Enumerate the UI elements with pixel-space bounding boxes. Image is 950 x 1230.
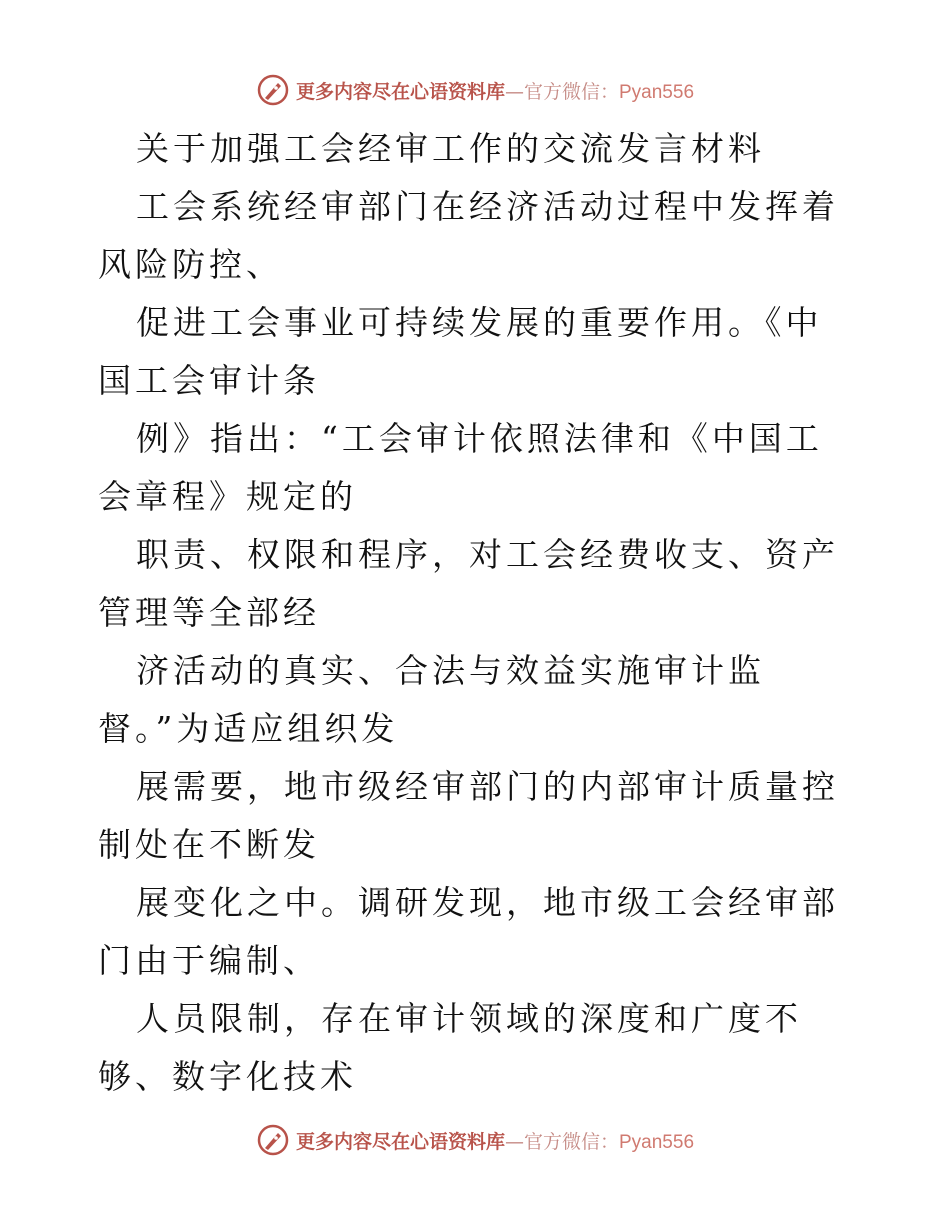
watermark-brand-text: 更多内容尽在心语资料库: [295, 1130, 505, 1153]
paragraph-line: 促进工会事业可持续发展的重要作用。《中国工会审计条: [98, 303, 823, 400]
document-body: [98, 120, 858, 1106]
paragraph-line: 职责、权限和程序，对工会经费收支、资产管理等全部经: [98, 535, 839, 632]
watermark-contact-id: Pyan556: [619, 1131, 695, 1153]
paragraph-line: 工会系统经审部门在经济活动过程中发挥着风险防控、: [98, 187, 839, 284]
watermark-contact-id: Pyan556: [619, 81, 695, 103]
watermark-contact-label: 官方微信：: [523, 1130, 619, 1153]
document-title: 关于加强工会经审工作的交流发言材料: [136, 129, 765, 168]
pen-nib-logo-icon: [256, 73, 290, 107]
paragraph-line: 济活动的真实、合法与效益实施审计监督。”为适应组织发: [98, 651, 765, 748]
watermark-separator: —: [504, 1130, 524, 1153]
paragraph-line: 人员限制，存在审计领域的深度和广度不够、数字化技术: [98, 999, 802, 1096]
watermark-separator: —: [504, 80, 524, 103]
watermark-brand-text: 更多内容尽在心语资料库: [295, 80, 505, 103]
footer-watermark: [0, 1120, 950, 1160]
watermark-contact-label: 官方微信：: [523, 80, 619, 103]
paragraph-line: 例》指出：“工会审计依照法律和《中国工会章程》规定的: [98, 419, 823, 516]
pen-nib-logo-icon: [256, 1123, 290, 1157]
paragraph-line: 展变化之中。调研发现，地市级工会经审部门由于编制、: [98, 883, 839, 980]
header-watermark: [0, 70, 950, 110]
paragraph-line: 展需要，地市级经审部门的内部审计质量控制处在不断发: [98, 767, 839, 864]
